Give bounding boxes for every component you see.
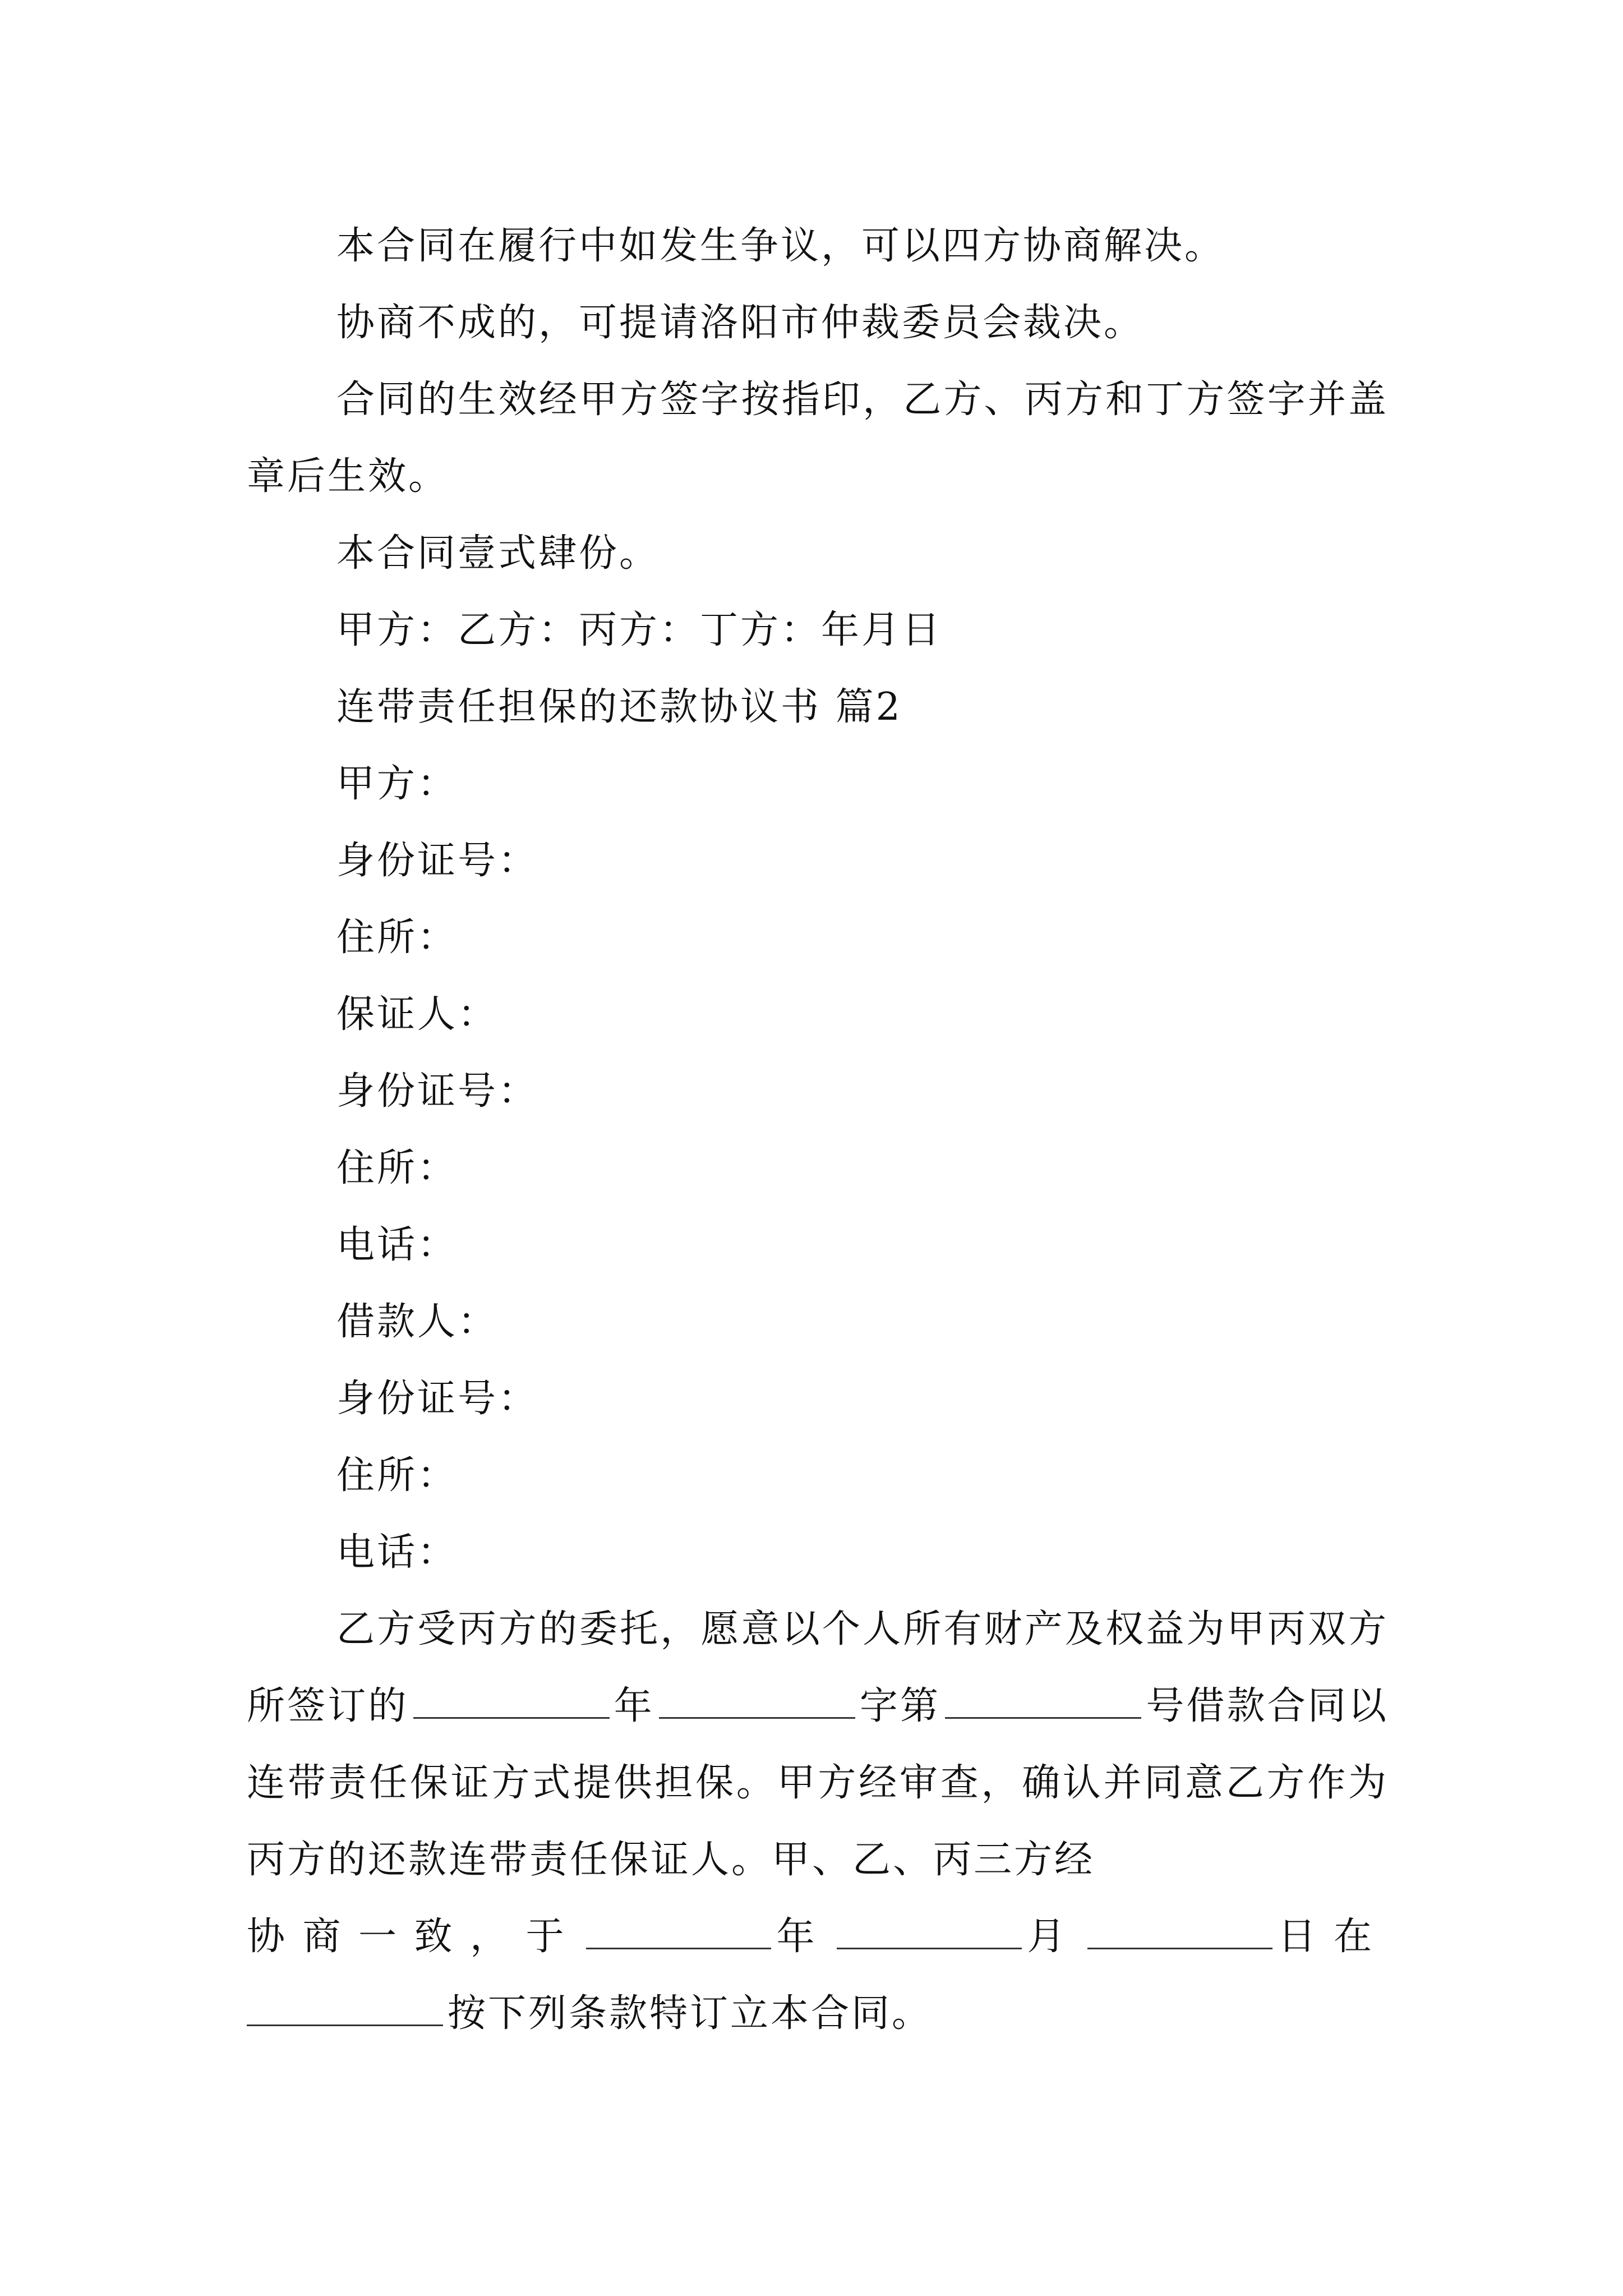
field-label: 保证人： (336, 992, 499, 1037)
paragraph: 协商不成的，可提请洛阳市仲裁委员会裁决。 (336, 301, 1145, 345)
field-label: 电话： (336, 1530, 458, 1575)
paragraph: 本合同在履行中如发生争议，可以四方协商解决。 (336, 224, 1225, 268)
field-label: 身份证号： (336, 839, 539, 883)
closing-line (247, 1975, 1389, 2052)
field-label: 身份证号： (336, 1377, 539, 1421)
blank-line (413, 1678, 610, 1719)
signature-line: 甲方：乙方：丙方：丁方：年月日 (336, 608, 943, 652)
field-label: 住所： (336, 1453, 458, 1498)
blank-line (1087, 1908, 1272, 1949)
text-segment: 乙方受丙方的委托，愿意以个人所有财产及权益为甲丙双方所签订的 (247, 1607, 1389, 1728)
field-label: 住所： (336, 915, 458, 960)
section-title: 连带责任担保的还款协议书 篇2 (336, 685, 902, 729)
paragraph: 合同的生效经甲方签字按指印，乙方、丙方和丁方签字并盖章后生效。 (247, 378, 1389, 499)
paragraph: 本合同壹式肆份。 (336, 531, 660, 576)
text-segment: 年 (775, 1915, 832, 1959)
blank-line (659, 1678, 855, 1719)
guarantee-paragraph (247, 1591, 1389, 1898)
text-segment: 协商一致，于 (247, 1915, 582, 1959)
field-label: 借款人： (336, 1300, 499, 1344)
text-segment: 号借款合同以连带责任保证方式提供担保。甲方经审查，确认并同意乙方作为丙方的还款连带责任保证人。甲、乙、丙三方经 (247, 1684, 1389, 1882)
field-label: 甲方： (336, 762, 458, 806)
field-label: 住所： (336, 1146, 458, 1190)
blank-line (945, 1678, 1141, 1719)
document-body (247, 208, 1389, 2052)
text-segment: 字第 (859, 1684, 941, 1728)
field-label: 电话： (336, 1223, 458, 1267)
blank-line (247, 1985, 443, 2026)
text-segment: 按下列条款特订立本合同。 (448, 1991, 933, 2036)
field-label: 身份证号： (336, 1069, 539, 1114)
agreement-date-line (247, 1898, 1389, 1975)
blank-line (837, 1908, 1022, 1949)
text-segment: 年 (614, 1684, 654, 1728)
blank-line (586, 1908, 771, 1949)
text-segment: 月 (1026, 1915, 1083, 1959)
text-segment: 日在 (1276, 1915, 1389, 1959)
